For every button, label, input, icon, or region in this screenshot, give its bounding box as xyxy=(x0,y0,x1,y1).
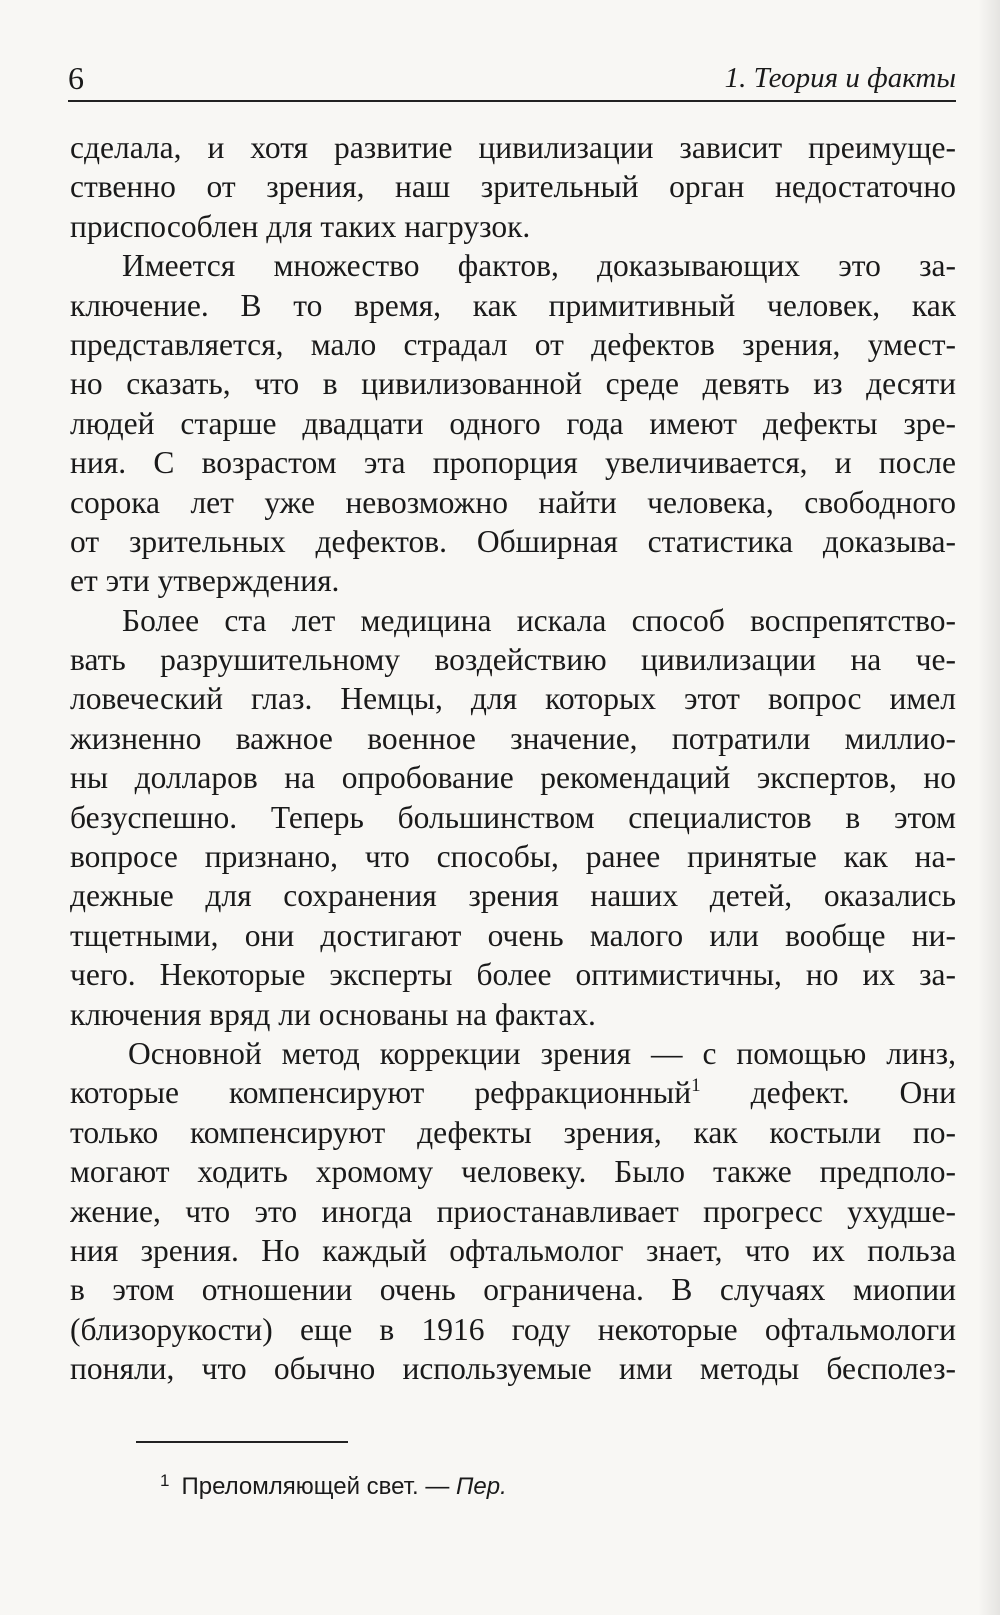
text-line: вать разрушительному воздействию цивилизации на че- xyxy=(70,642,956,678)
footnote-reference: 1 xyxy=(691,1075,701,1097)
text-line: только компенсируют дефекты зрения, как костыли по- xyxy=(70,1114,956,1150)
chapter-title: 1. Теория и факты xyxy=(724,62,956,94)
text-line: представляется, мало страдал от дефектов зрения, умест- xyxy=(70,326,956,362)
line-text-tail: дефект. Они xyxy=(750,1075,956,1111)
text-line: вопросе признано, что способы, ранее принятые как на- xyxy=(70,839,956,875)
text-line: тщетными, они достигают очень малого или вообще ни- xyxy=(70,917,956,953)
text-line: ловеческий глаз. Немцы, для которых этот вопрос имел xyxy=(70,681,956,717)
text-line: от зрительных дефектов. Обширная статистика доказыва- xyxy=(70,523,956,559)
text-line: сделала, и хотя развитие цивилизации зависит преимуще- xyxy=(70,130,956,165)
text-line: ны долларов на опробование рекомендаций экспертов, но xyxy=(70,760,956,796)
body-text xyxy=(70,128,956,1389)
footnote-marker: 1 xyxy=(160,1471,170,1490)
text-line: ключение. В то время, как примитивный человек, как xyxy=(70,287,956,323)
text-line: ния зрения. Но каждый офтальмолог знает, что их польза xyxy=(70,1232,956,1268)
text-line: ственно от зрения, наш зрительный орган недостаточно xyxy=(70,169,956,205)
footnote-source: Пер. xyxy=(456,1473,507,1500)
footnote-text: Преломляющей свет. — xyxy=(181,1473,457,1500)
text-line: могают ходить хромому человеку. Было также предполо- xyxy=(70,1154,956,1190)
text-line: приспособлен для таких нагрузок. xyxy=(70,208,531,244)
text-line: сорока лет уже невозможно найти человека, свободного xyxy=(70,484,956,520)
text-line: поняли, что обычно используемые ими методы бесполез- xyxy=(70,1351,956,1387)
page-edge-shadow xyxy=(978,0,1000,1615)
running-head xyxy=(68,56,956,102)
text-line: жение, что это иногда приостанавливает прогресс ухудше- xyxy=(70,1193,956,1229)
text-line: ключения вряд ли основаны на фактах. xyxy=(70,996,596,1032)
footnote-divider xyxy=(136,1441,348,1443)
text-line: ет эти утверждения. xyxy=(70,563,340,599)
text-line: Основной метод коррекции зрения — с помощью линз, xyxy=(128,1035,956,1071)
text-line: безуспешно. Теперь большинством специалистов в этом xyxy=(70,799,956,835)
text-line-with-footnote-ref xyxy=(70,1073,956,1112)
text-line: Более ста лет медицина искала способ воспрепятство- xyxy=(122,602,956,638)
line-text: которые компенсируют рефракционный xyxy=(70,1075,692,1111)
text-line: дежные для сохранения зрения наших детей, оказались xyxy=(70,878,956,914)
text-line: чего. Некоторые эксперты более оптимистичны, но их за- xyxy=(70,957,956,993)
text-line: жизненно важное военное значение, потратили миллио- xyxy=(70,720,956,756)
text-line: в этом отношении очень ограничена. В случаях миопии xyxy=(70,1272,956,1308)
text-line: Имеется множество фактов, доказывающих это за- xyxy=(122,248,956,284)
text-line: но сказать, что в цивилизованной среде девять из десяти xyxy=(70,366,956,402)
footnote xyxy=(160,1466,507,1502)
text-line: людей старше двадцати одного года имеют дефекты зре- xyxy=(70,405,956,441)
text-line: (близорукости) еще в 1916 году некоторые офтальмологи xyxy=(70,1311,956,1347)
page-number: 6 xyxy=(68,60,84,96)
text-line: ния. С возрастом эта пропорция увеличивается, и после xyxy=(70,445,956,481)
